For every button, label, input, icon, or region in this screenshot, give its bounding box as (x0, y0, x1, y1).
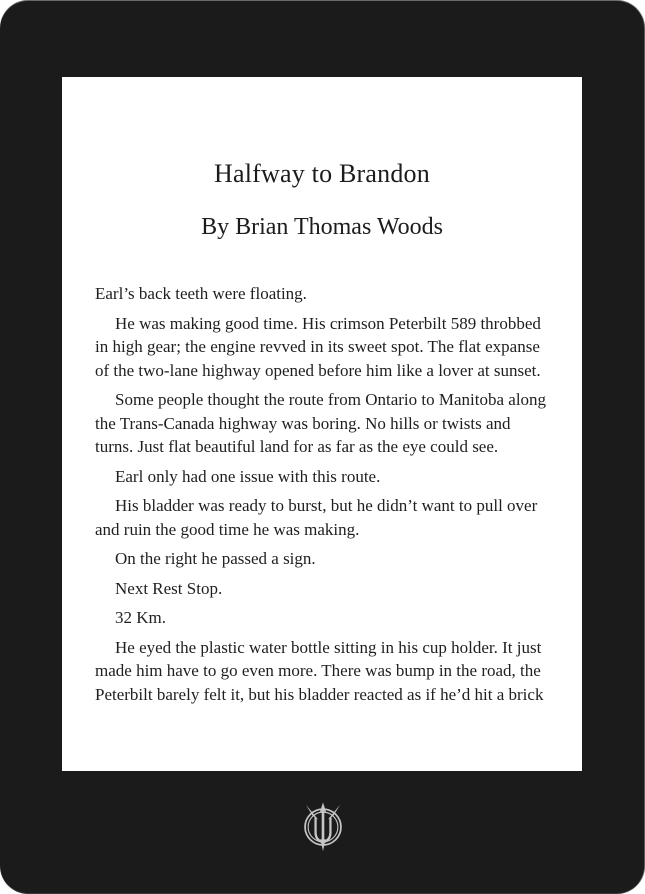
trident-logo-icon (295, 799, 351, 855)
story-byline: By Brian Thomas Woods (201, 214, 443, 240)
story-paragraph: On the right he passed a sign. (115, 549, 316, 568)
story-paragraph: Earl only had one issue with this route. (115, 466, 381, 486)
device-chin (0, 771, 645, 894)
story-paragraph: 32 Km. (115, 608, 166, 627)
story-paragraph: Some people thought the route from Ontario to Manitoba along the Trans-Canada highway was boring. No hills or twists and turns. Just flat beautiful land for as far as the eye could see. (95, 390, 547, 456)
story-paragraph: Earl’s back teeth were floating. (95, 284, 307, 303)
story-body (95, 282, 549, 706)
story-paragraph: He eyed the plastic water bottle sitting in his cup holder. It just made him have to go even more. There was bump in the road, the Peterbilt barely felt it, but his bladder reacted as if he’d hit a brick (95, 637, 544, 704)
story-paragraph: He was making good time. His crimson Peterbilt 589 throbbed in high gear; the engine revved in its sweet spot. The flat expanse of the two-lane highway opened before him like a lover at sunset. (95, 313, 541, 380)
ereader-screen-page[interactable] (62, 77, 582, 771)
story-title: Halfway to Brandon (214, 159, 430, 188)
story-paragraph: His bladder was ready to burst, but he didn’t want to pull over and ruin the good time he was making. (95, 496, 538, 539)
story-paragraph: Next Rest Stop. (115, 578, 223, 598)
